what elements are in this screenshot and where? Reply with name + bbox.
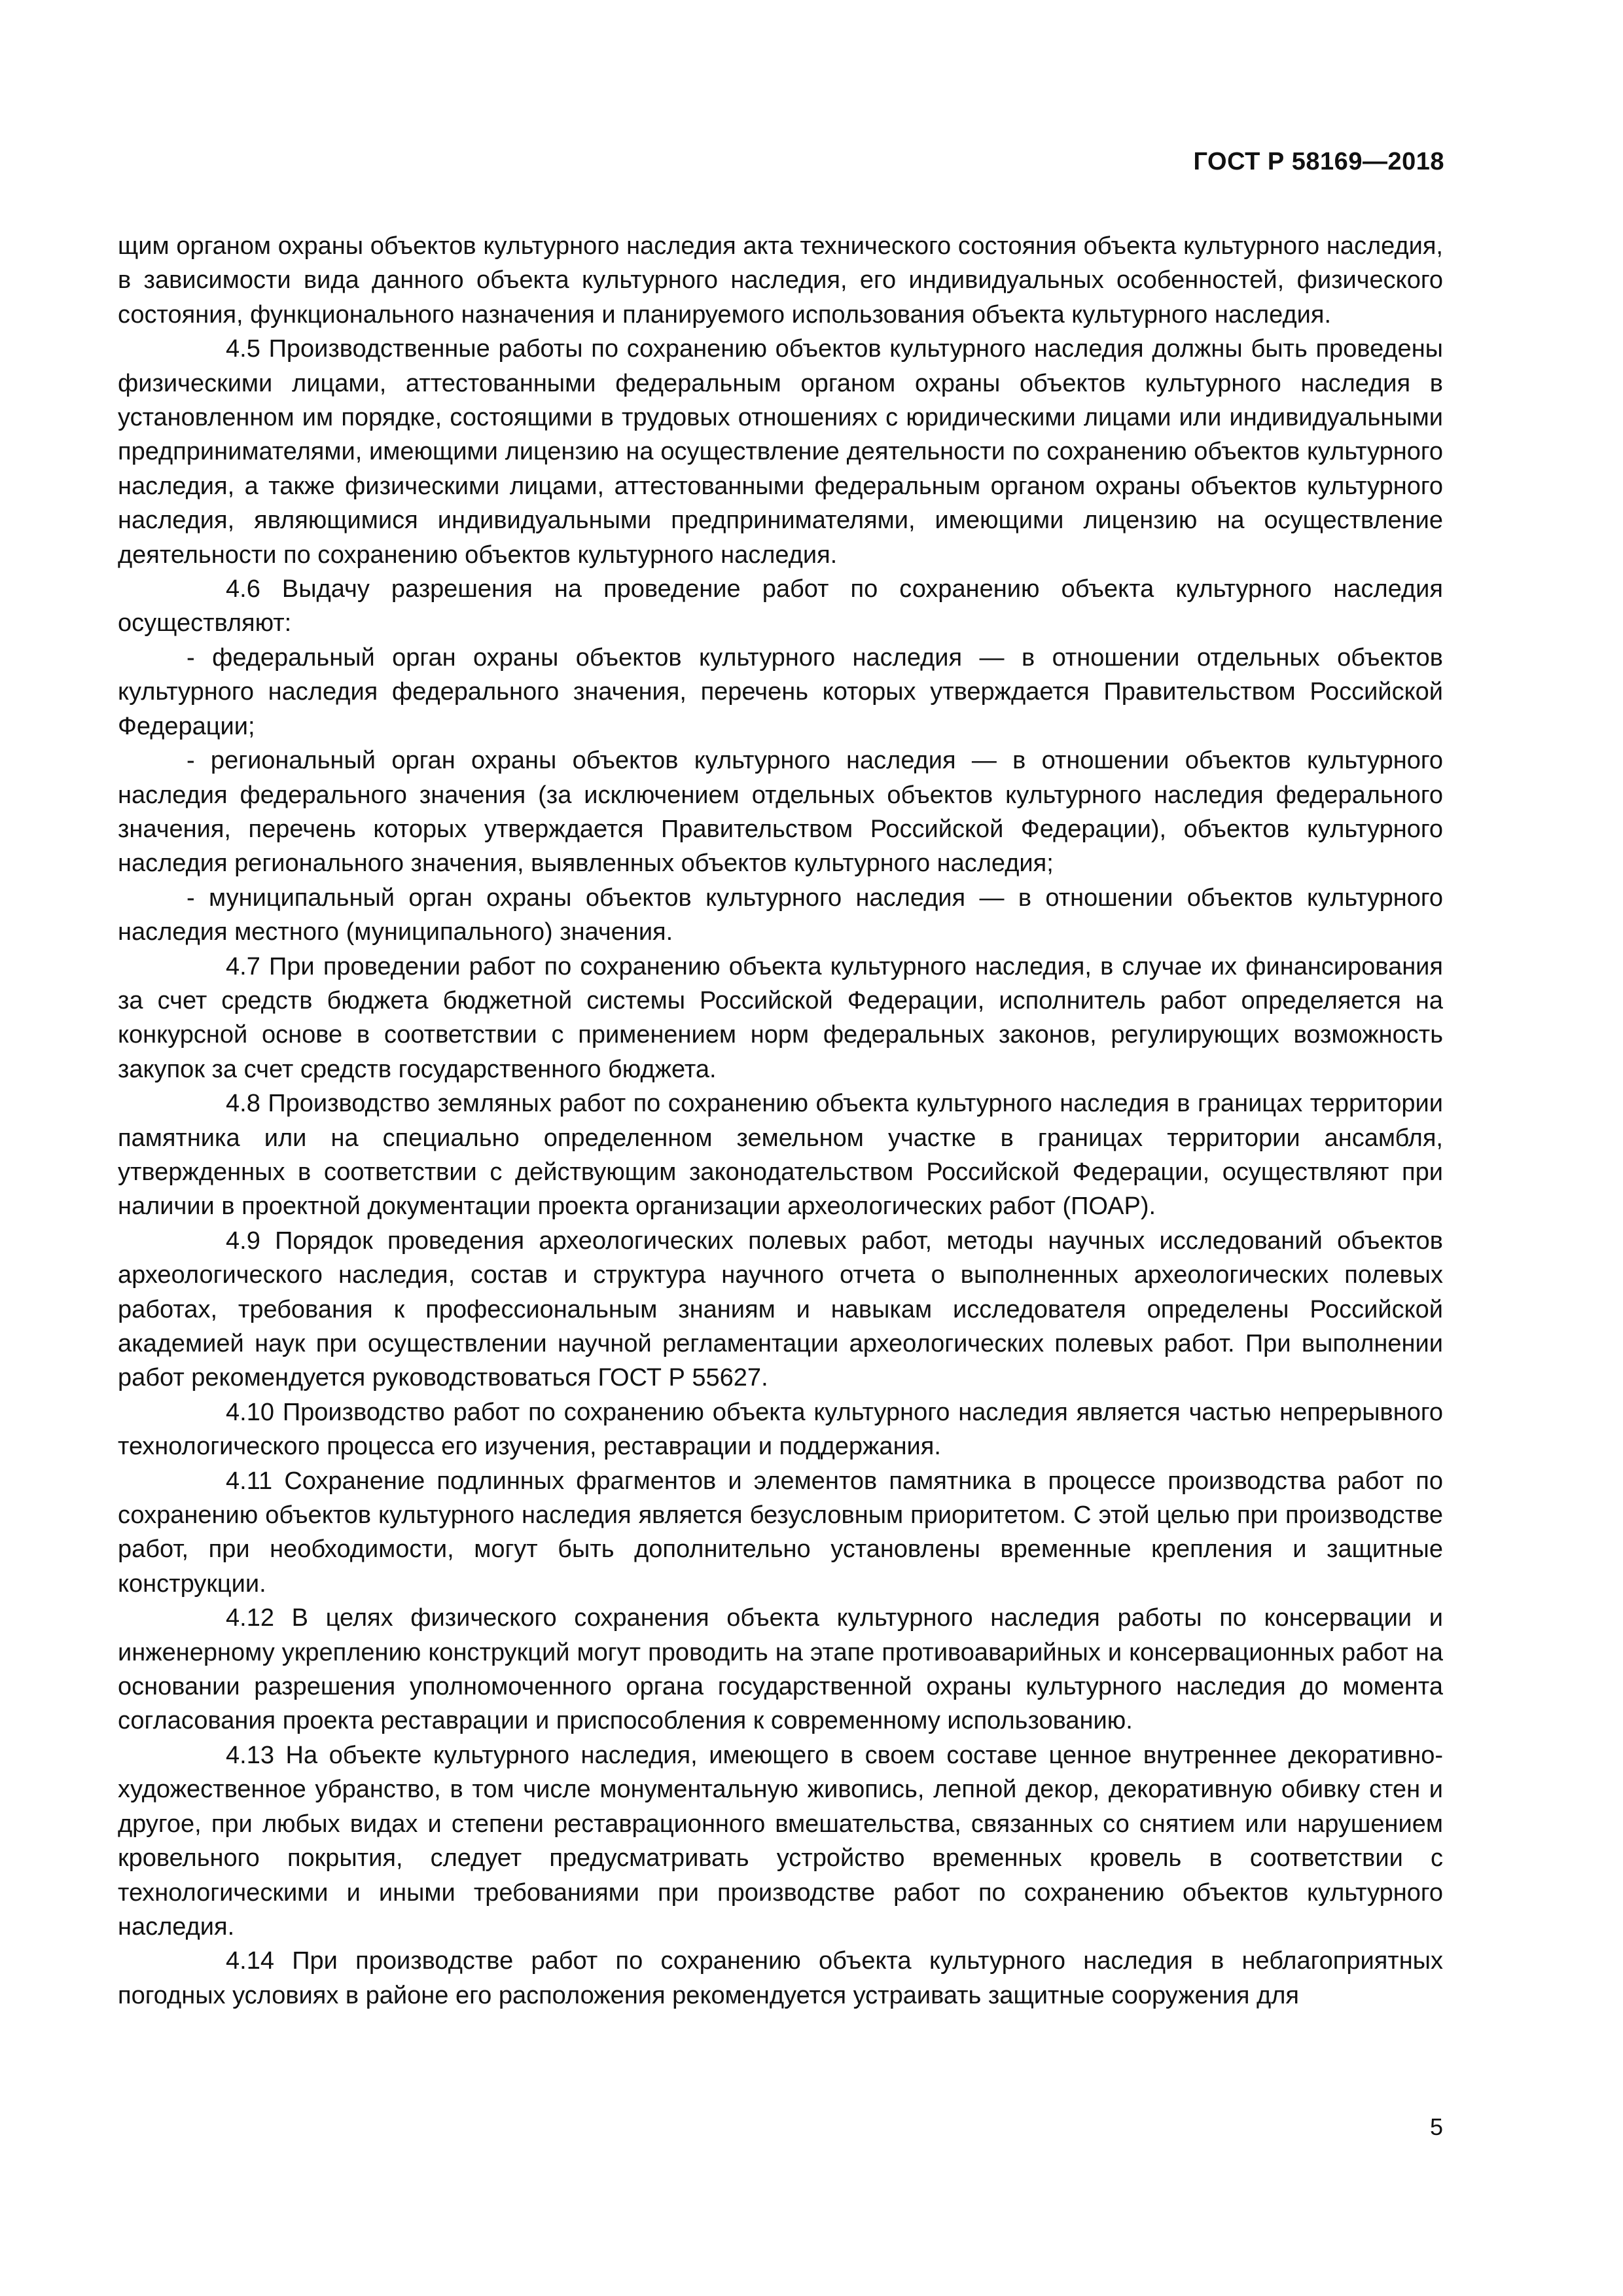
list-item-municipal: - муниципальный орган охраны объектов культурного наследия — в отношении объектов культурного наследия местного (муниципального) значения. — [118, 884, 1443, 946]
list-item-regional: - региональный орган охраны объектов культурного наследия — в отношении объектов культурного наследия федерального значения (за исключением отдельных объектов культурного наследия федерального значения, перечень которых утверждается Правительством Российской Федерации), объектов культурного наследия регионального значения, выявленных объектов культурного наследия; — [118, 747, 1443, 878]
paragraph-4-13: 4.13 На объекте культурного наследия, имеющего в своем составе ценное внутреннее декоративно-художественное убранство, в том числе монументальную живопись, лепной декор, декоративную обивку стен и другое, при любых видах и степени реставрационного вмешательства, связанных со снятием или нарушением кровельного покрытия, следует предусматривать устройство временных кровель в соответствии с технологическими и иными требованиями при производстве работ по сохранению объектов культурного наследия. — [118, 1741, 1443, 1941]
document-header-code: ГОСТ Р 58169—2018 — [1193, 148, 1444, 175]
page-number: 5 — [1429, 2113, 1443, 2140]
paragraph-4-7: 4.7 При проведении работ по сохранению объекта культурного наследия, в случае их финансирования за счет средств бюджета бюджетной системы Российской Федерации, исполнитель работ определяется на конкурсной основе в соответствии с применением норм федеральных законов, регулирующих возможность закупок за счет средств государственного бюджета. — [118, 952, 1443, 1083]
paragraph-4-10: 4.10 Производство работ по сохранению объекта культурного наследия является частью непрерывного технологического процесса его изучения, реставрации и поддержания. — [118, 1398, 1443, 1461]
paragraph-4-6: 4.6 Выдачу разрешения на проведение работ по сохранению объекта культурного наследия осуществляют: — [118, 575, 1443, 637]
paragraph-4-11: 4.11 Сохранение подлинных фрагментов и элементов памятника в процессе производства работ по сохранению объектов культурного наследия является безусловным приоритетом. С этой целью при производстве работ, при необходимости, могут быть дополнительно установлены временные крепления и защитные конструкции. — [118, 1467, 1443, 1598]
paragraph-4-8: 4.8 Производство земляных работ по сохранению объекта культурного наследия в границах территории памятника или на специально определенном земельном участке в границах территории ансамбля, утвержденных в соответствии с действующим законодательством Российской Федерации, осуществляют при наличии в проектной документации проекта организации археологических работ (ПОАР). — [118, 1090, 1443, 1221]
paragraph-4-12: 4.12 В целях физического сохранения объекта культурного наследия работы по консервации и инженерному укреплению конструкций могут проводить на этапе противоаварийных и консервационных работ на основании разрешения уполномоченного органа государственной охраны культурного наследия до момента согласования проекта реставрации и приспособления к современному использованию. — [118, 1604, 1443, 1735]
paragraph-4-14: 4.14 При производстве работ по сохранению объекта культурного наследия в неблагоприятных погодных условиях в районе его расположения рекомендуется устраивать защитные сооружения для — [118, 1947, 1443, 2009]
paragraph-4-9: 4.9 Порядок проведения археологических полевых работ, методы научных исследований объектов археологического наследия, состав и структура научного отчета о выполненных археологических полевых работах, требования к профессиональным знаниям и навыкам исследователя определены Российской академией наук при осуществлении научной регламентации археологических полевых работ. При выполнении работ рекомендуется руководствоваться ГОСТ Р 55627. — [118, 1227, 1443, 1392]
paragraph-continuation: щим органом охраны объектов культурного наследия акта технического состояния объекта культурного наследия, в зависимости вида данного объекта культурного наследия, его индивидуальных особенностей, физического состояния, функционального назначения и планируемого использования объекта культурного наследия. — [118, 232, 1443, 329]
document-body — [118, 229, 1443, 2013]
list-item-federal: - федеральный орган охраны объектов культурного наследия — в отношении отдельных объектов культурного наследия федерального значения, перечень которых утверждается Правительством Российской Федерации; — [118, 643, 1443, 740]
paragraph-4-5: 4.5 Производственные работы по сохранению объектов культурного наследия должны быть проведены физическими лицами, аттестованными федеральным органом охраны объектов культурного наследия в установленном им порядке, состоящими в трудовых отношениях с юридическими лицами или индивидуальными предпринимателями, имеющими лицензию на осуществление деятельности по сохранению объектов культурного наследия, а также физическими лицами, аттестованными федеральным органом охраны объектов культурного наследия, являющимися индивидуальными предпринимателями, имеющими лицензию на осуществление деятельности по сохранению объектов культурного наследия. — [118, 335, 1443, 569]
